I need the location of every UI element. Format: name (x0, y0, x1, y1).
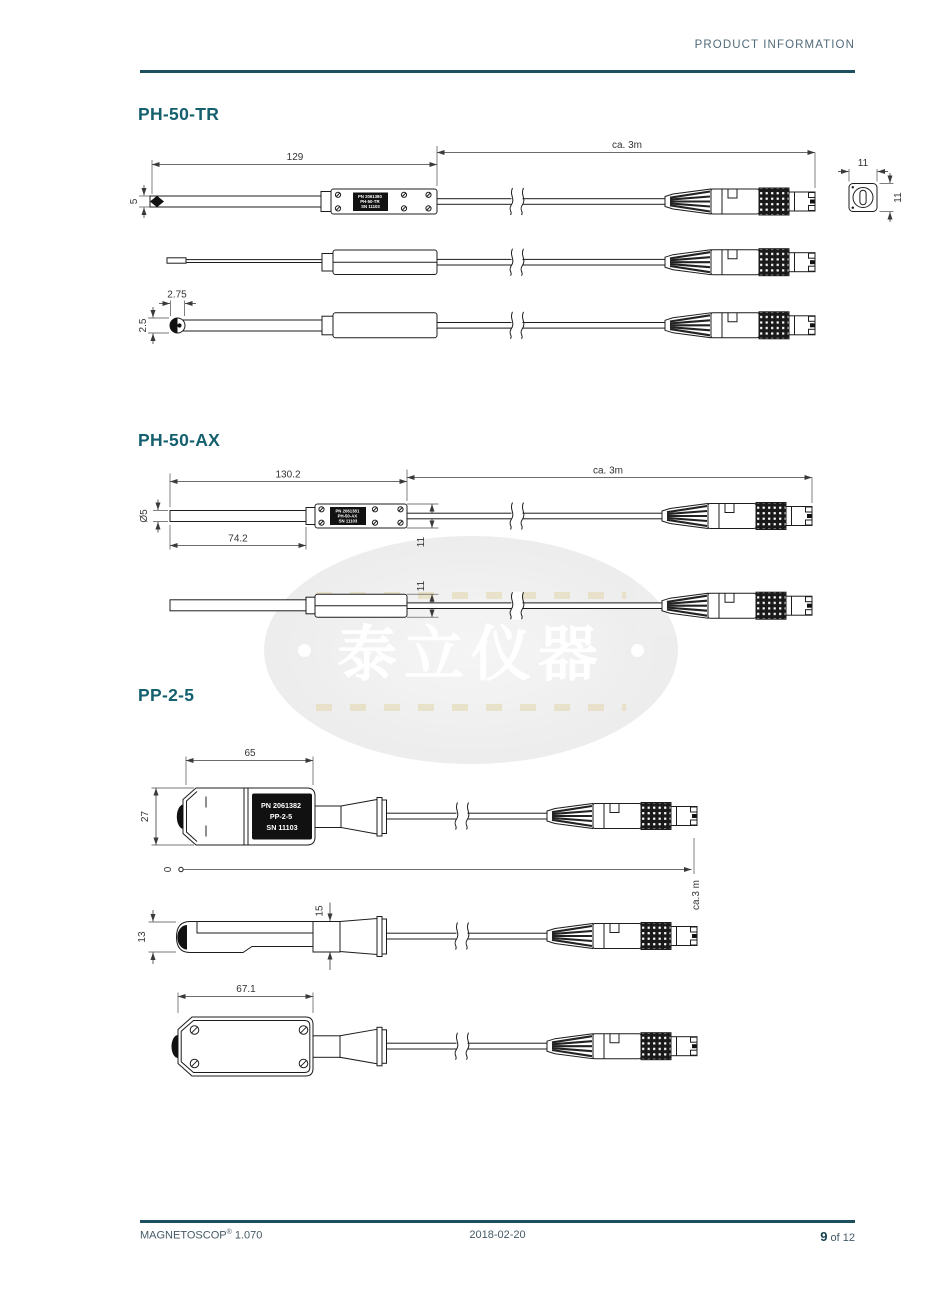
dim-pp25-zero: 0 (163, 866, 174, 873)
ph-50-tr-drawing (129, 140, 904, 344)
ph50ax-label-text: PN 2061381 PH-50-AX SN 11103 (335, 508, 360, 524)
section-title-pp-2-5: PP-2-5 (138, 685, 195, 705)
dim-ph50tr-conn-w: 11 (857, 158, 869, 169)
footer-page-number: 9 of 12 (820, 1229, 855, 1244)
section-title-ph-50-tr: PH-50-TR (138, 104, 220, 124)
dim-ph50tr-tip-offset: 2.75 (167, 289, 187, 301)
dim-ph50tr-length: 129 (286, 152, 304, 163)
ph50tr-label-text: PN 2061380 PH-50-TR SN 11103 (357, 193, 382, 209)
dim-ph50tr-height: 5 (129, 198, 140, 205)
dim-pp25-side-h: 13 (137, 931, 148, 943)
ph-50-ax-drawing (139, 466, 812, 620)
pp25-label-text: PN 2061382 PP-2-5 SN 11103 (261, 801, 301, 832)
dim-ph50ax-body-h-top: 11 (416, 536, 427, 548)
footer-date: 2018-02-20 (469, 1229, 526, 1241)
dim-pp25-neck: 15 (314, 905, 326, 917)
footer-rule (140, 1220, 855, 1223)
dim-ph50ax-cable: ca. 3m (592, 465, 624, 477)
dim-pp25-base-len: 67.1 (236, 984, 256, 995)
dim-ph50ax-dia: Ø5 (139, 509, 150, 523)
dim-ph50ax-stem: 74.2 (228, 533, 248, 545)
dim-ph50ax-body-h-side: 11 (416, 580, 427, 592)
footer-product: MAGNETOSCOP® 1.070 (140, 1229, 263, 1242)
dim-ph50ax-length: 130.2 (275, 469, 301, 481)
dim-ph50tr-tip-dia: 2.5 (138, 318, 149, 333)
dim-pp25-body-h: 27 (140, 810, 151, 823)
section-title-ph-50-ax: PH-50-AX (138, 430, 221, 450)
pp-2-5-drawing (137, 748, 702, 1076)
dim-ph50tr-cable: ca. 3m (611, 140, 643, 151)
dim-ph50tr-conn-h: 11 (893, 192, 904, 203)
header-label: PRODUCT INFORMATION (694, 39, 855, 51)
dim-pp25-body-len: 65 (244, 748, 256, 759)
watermark-text: 泰立仪器 (337, 620, 605, 690)
registered-mark: ® (226, 1229, 232, 1236)
dim-pp25-cable: ca.3 m (691, 879, 702, 911)
